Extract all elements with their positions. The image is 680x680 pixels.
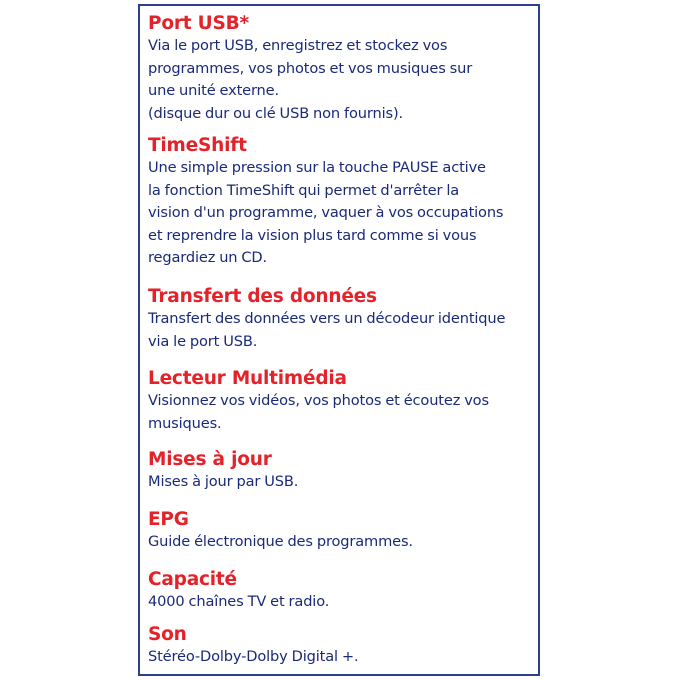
- body-line: Une simple pression sur la touche PAUSE active: [148, 159, 486, 176]
- section-body: [148, 646, 536, 669]
- section-title: Port USB*: [148, 13, 249, 34]
- body-line: la fonction TimeShift qui permet d'arrêter la: [148, 181, 460, 199]
- body-line: Guide électronique des programmes.: [148, 533, 413, 550]
- section-body: [148, 390, 536, 435]
- section-mises-a-jour: [148, 448, 536, 494]
- body-line: regardiez un CD.: [148, 249, 268, 266]
- body-line: une unité externe.: [148, 82, 279, 99]
- body-line: Via le port USB, enregistrez et stockez vos: [148, 37, 448, 54]
- section-title: Mises à jour: [148, 449, 272, 470]
- body-line: vision d'un programme, vaquer à vos occupations: [148, 204, 504, 221]
- section-body: [148, 531, 536, 554]
- body-line: programmes, vos photos et vos musiques sur: [148, 59, 473, 77]
- section-son: [148, 623, 536, 669]
- section-capacite: [148, 568, 536, 614]
- body-line: Mises à jour par USB.: [148, 473, 299, 490]
- body-line: Visionnez vos vidéos, vos photos et écoutez vos: [148, 392, 489, 409]
- section-title: TimeShift: [148, 135, 247, 156]
- body-line: musiques.: [148, 414, 222, 432]
- section-transfert-donnees: [148, 285, 536, 353]
- body-line: Transfert des données vers un décodeur identique: [148, 310, 506, 327]
- body-line: via le port USB.: [148, 332, 258, 350]
- section-body: [148, 471, 536, 494]
- feature-list-card: [138, 4, 540, 676]
- section-title: Son: [148, 624, 187, 645]
- section-title: Transfert des données: [148, 286, 377, 307]
- section-timeshift: [148, 134, 536, 270]
- body-line: et reprendre la vision plus tard comme si vous: [148, 226, 477, 244]
- section-body: [148, 35, 536, 125]
- body-line: (disque dur ou clé USB non fournis).: [148, 104, 403, 122]
- section-port-usb: [148, 12, 536, 125]
- section-body: [148, 591, 536, 614]
- section-body: [148, 308, 536, 353]
- section-title: Lecteur Multimédia: [148, 368, 347, 389]
- body-line: 4000 chaînes TV et radio.: [148, 593, 330, 610]
- section-title: EPG: [148, 509, 189, 530]
- section-body: [148, 157, 536, 270]
- section-epg: [148, 508, 536, 554]
- section-title: Capacité: [148, 569, 237, 590]
- body-line: Stéréo-Dolby-Dolby Digital +.: [148, 648, 359, 665]
- section-lecteur-multimedia: [148, 367, 536, 435]
